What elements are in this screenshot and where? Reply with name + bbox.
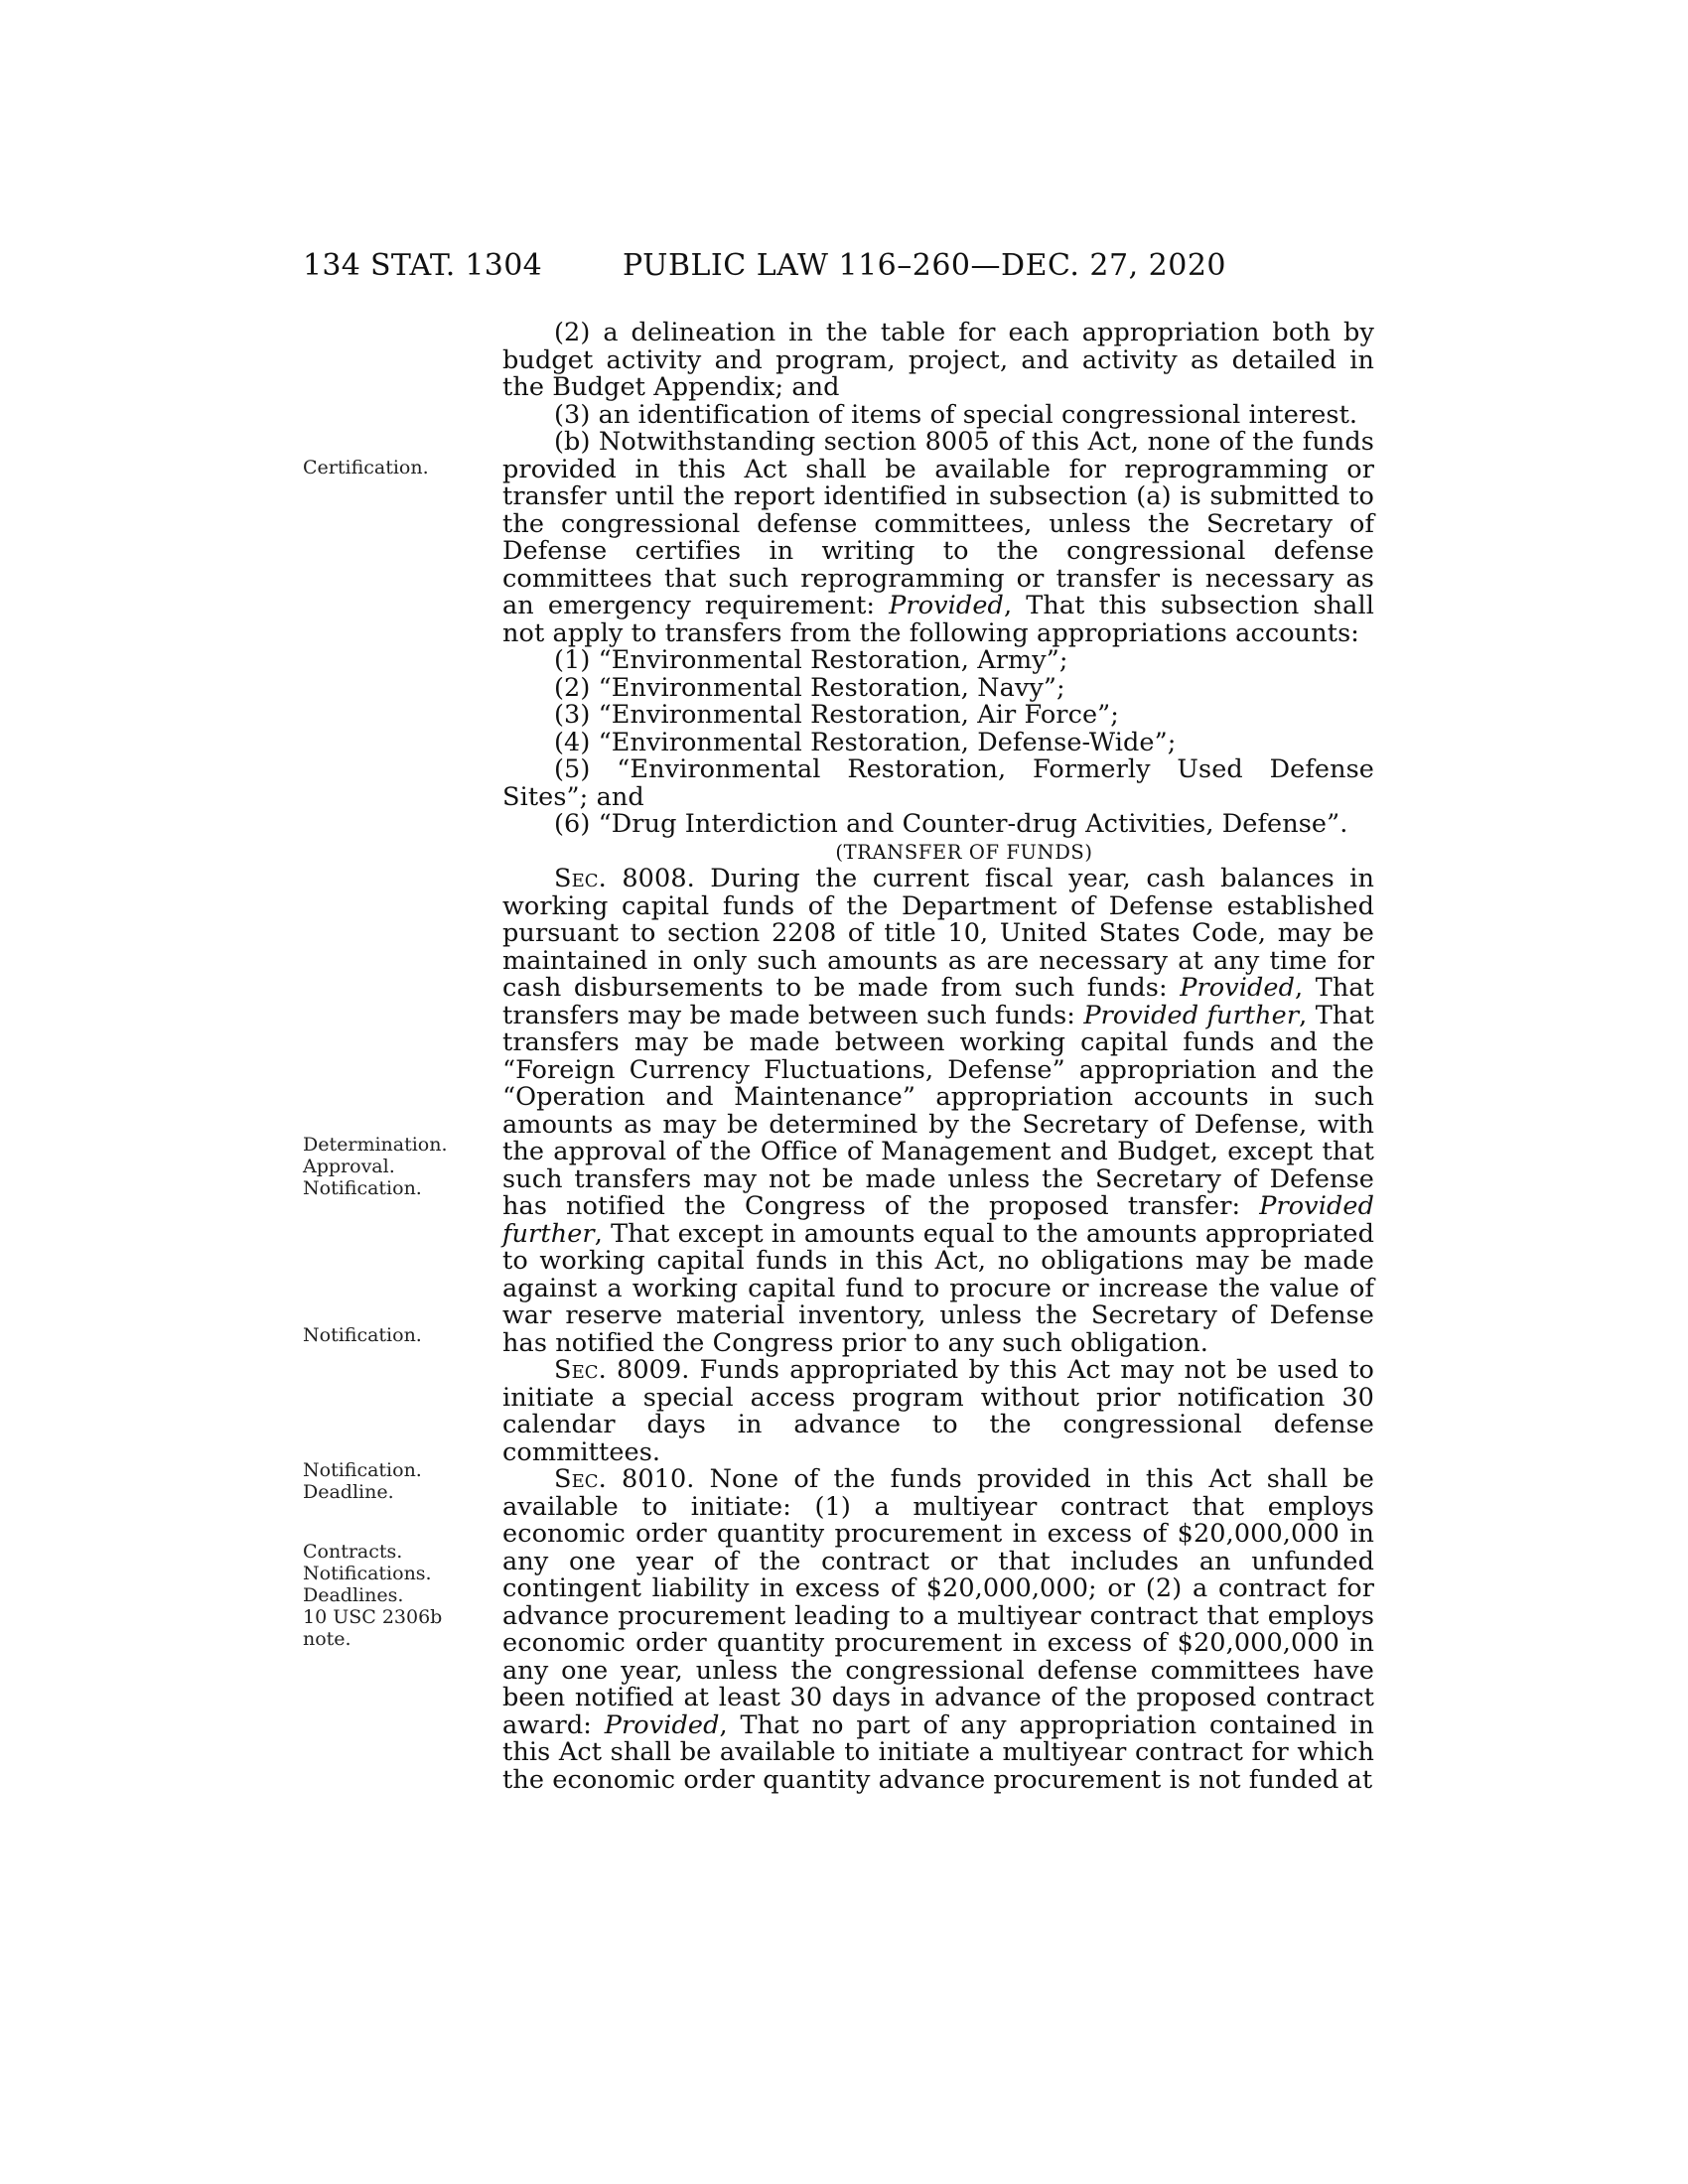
margin-note-certification: Certification. [303,457,429,478]
sec-8009-text: Funds appropriated by this Act may not be used to initiate a special access program without prior notification 30 calendar days in advance to the congressional defense committees. [502,1355,1375,1467]
stat-page-number: 134 STAT. 1304 [303,248,542,283]
margin-note-note: note. [303,1628,352,1650]
sec-8008-number: 8008. [606,864,711,893]
sec-8008-text-1: During the current fiscal year, cash balances in working capital funds of the Department of Defense established pursuant to section 2208 of title 10, United States Code, may be maintained in only such amounts as are necessary at any time for cash disbursements to be made from such funds: [502,864,1374,1003]
subsection-b-text-2: , That this subsection shall not apply to transfers from the following appropriations accounts: [502,591,1374,648]
list-item: (2) “Environmental Restoration, Navy”; [554,672,1065,703]
paragraph-sec-8008 [502,866,1374,1357]
margin-note-notification: Notification. [303,1177,422,1199]
list-item: (6) “Drug Interdiction and Counter-drug Activities, Defense”. [554,809,1348,839]
sec-label: Sec. [554,1464,607,1494]
paragraph-item-3: (3) an identification of items of special congressional interest. [554,399,1358,430]
sec-8010-text-2: , That no part of any appropriation contained in this Act shall be available to initiate a multiyear contract for which the economic order quantity advance procurement is not funded at [502,1709,1374,1795]
margin-note-contracts: Contracts. [303,1541,403,1563]
paragraph-sec-8010 [502,1466,1374,1794]
margin-note-notification-2: Notification. [303,1324,422,1346]
sec-8010-text-1: None of the funds provided in this Act shall be available to initiate: (1) a multiyear contract that employs economic order quantity procurement in excess of $20,000,000 in any one year of the contract or that includes an unfunded contingent liability in excess of $20,000,000; or (2) a contract for advance procurement leading to a multiyear contract that employs economic order quantity procurement in excess of $20,000,000 in any one year, unless the congressional defense committees have been notified at least 30 days in advance of the proposed contract award: [502,1464,1374,1740]
margin-note-group-3 [303,1541,462,1650]
margin-note-group-2 [303,1459,462,1503]
sec-8010-provided: Provided [604,1709,720,1740]
margin-note-determination: Determination. [303,1134,448,1156]
margin-note-approval: Approval. [303,1156,395,1177]
list-item: (4) “Environmental Restoration, Defense-Wide”; [554,727,1177,757]
margin-note-notifications: Notifications. [303,1563,432,1584]
paragraph-subsection-b [502,429,1374,647]
list-item: (3) “Environmental Restoration, Air Force”; [554,700,1119,730]
sec-8008-provided-further-2: Provided further [502,1191,1374,1249]
margin-note-notification-3: Notification. [303,1459,422,1481]
paragraph-item-2: (2) a delineation in the table for each appropriation both by budget activity and program, project, and activity as detailed in the Budget Appendix; and [502,318,1374,402]
sec-8009-number: 8009. [606,1355,700,1385]
main-text-column [502,320,1374,1794]
sec-8008-text-3: , That transfers may be made between working capital funds and the “Foreign Currency Fluctuations, Defense” appropriation and the “Operation and Maintenance” appropriation accounts in such amounts as may be determined by the Secretary of Defense, with the approval of the Office of Management and Budget, except that such transfers may not be made unless the Secretary of Defense has notified the Congress of the proposed transfer: [502,1000,1374,1221]
sec-label: Sec. [554,1355,607,1385]
margin-note-group-1 [303,1134,462,1199]
margin-note-usc-citation: 10 USC 2306b [303,1606,443,1628]
sec-8008-text-4: , That except in amounts equal to the amounts appropriated to working capital funds in this Act, no obligations may be made against a working capital fund to procure or increase the value of war reserve material inventory, unless the Secretary of Defense has notified the Congress prior to any such obligation. [502,1218,1374,1358]
list-item: (1) “Environmental Restoration, Army”; [554,645,1068,675]
section-heading-transfer-of-funds: (TRANSFER OF FUNDS) [835,840,1093,864]
sec-8008-provided-further-1: Provided further [1083,1000,1300,1030]
margin-note-deadlines: Deadlines. [303,1584,404,1606]
paragraph-sec-8009 [502,1357,1374,1466]
sec-8008-provided: Provided [1180,973,1295,1003]
sec-8008-text-2: , That transfers may be made between such funds: [502,973,1375,1030]
list-item: (5) “Environmental Restoration, Formerly Used Defense Sites”; and [502,754,1374,812]
subsection-b-provided: Provided [889,591,1004,620]
page-title: PUBLIC LAW 116–260—DEC. 27, 2020 [623,248,1227,283]
subsection-b-text-1: (b) Notwithstanding section 8005 of this Act, none of the funds provided in this Act shall be available for reprogramming or transfer until the report identified in subsection (a) is submitted to the congressional defense committees, unless the Secretary of Defense certifies in writing to the congressional defense committees that such reprogramming or transfer is necessary as an emergency requirement: [502,427,1374,620]
sec-label: Sec. [554,864,607,893]
sec-8010-number: 8010. [606,1464,710,1494]
margin-note-deadline: Deadline. [303,1481,394,1503]
